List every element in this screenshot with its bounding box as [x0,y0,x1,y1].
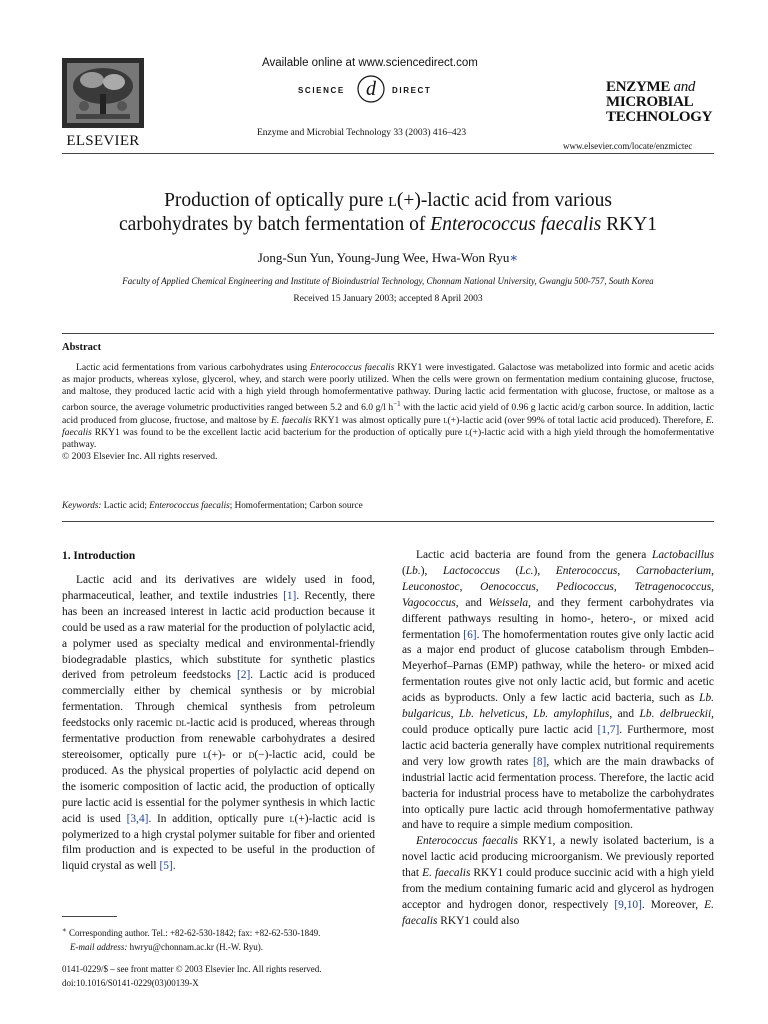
paragraph-text: RKY1, a newly isolated bacterium, is a novel lactic acid producing microorganism. We previously reported that [402,835,714,880]
article-title [62,189,714,237]
paragraph-text: ), [533,564,556,577]
paragraph-text: (−)-lactic acid, could be produced. As the physical properties of polylactic acid depend on the isomeric composition of lactic acid, the production of optically pure lactic acid is essential for the polymer synthesis in which lactic acid is used [62,748,375,825]
paragraph-text: ), [420,564,443,577]
journal-title-logo [606,80,712,125]
paragraph-text: , [613,580,635,593]
abstract-text-4: RKY1 was almost optically pure [311,414,444,426]
abstract-text-2: RKY1 were investigated. Galactose was metabolized into formic and acetic acids as major products, whereas xylose, glycerol, whey, and starch were poorly utilized. When the cells were grown on fermentation medium containing glucose, fructose, and maltose, they produced lactic acid with a high yield through homofermentative pathway. During lactic acid fermentation with glucose, fructose, or maltose as a carbon source, the average volumetric productivities ranged between 5.2 and 6.0 g/l h [62,362,714,414]
keyword-2: Enterococcus faecalis [149,500,230,510]
sciencedirect-at-glyph: d [366,78,376,100]
citation-link[interactable]: [3,4] [126,812,149,825]
author-list [62,250,714,266]
abstract-unit-exponent: −1 [393,400,401,409]
elsevier-tree-icon [62,58,144,128]
species-name: Tetragenococcus [634,580,712,593]
corresponding-author-link[interactable]: ∗ [509,250,519,265]
abstract-species-2: E. faecalis [271,414,312,426]
paragraph-text: -lactic acid is produced, whereas through fermentative production from renewable carbohydrates a desired stereoisomer, optically pure [62,717,375,761]
abstract-species-1: Enterococcus faecalis [309,362,395,373]
species-name: Lb. [405,564,421,577]
paragraph-text: , and they ferment carbohydrates via different pathways resulting in homo-, hetero-, or mixed acid fermentation [402,596,714,641]
isomer-prefix: dl [175,717,187,730]
available-online-line: Available online at www.sciencedirect.com [262,57,478,69]
species-name: Lb. amylophilus [533,708,610,721]
intro-paragraph-1 [62,573,375,875]
paragraph-text: Lactic acid and its derivatives are widely used in food, pharmaceutical, leather, and textile industries [62,574,375,602]
citation-link[interactable]: [9,10] [614,898,642,911]
isomer-prefix: l [202,748,208,761]
title-line2: carbohydrates by batch fermentation of [118,214,431,235]
elsevier-logo [62,58,144,149]
abstract-l-isomer-2: l [465,426,470,438]
footnote-contact: Corresponding author. Tel.: +82-62-530-1842; fax: +82-62-530-1849. [66,928,321,938]
paragraph-text: Lactic acid bacteria are found from the genera [416,549,652,561]
footnote-mark: ∗ [62,926,67,934]
species-name: Lb. helveticus [459,708,525,721]
copyright-notice: © 2003 Elsevier Inc. All rights reserved. [62,451,218,463]
paragraph-text: , [711,580,714,593]
species-name: Oenococcus [480,580,536,593]
right-column [402,548,714,930]
header-rule [62,153,714,154]
journal-title-and: and [673,79,696,95]
species-name: Enterococcus [555,564,618,577]
species-name: Weissela [488,596,529,609]
abstract-species-3: E. faecalis [62,414,714,438]
abstract-text-5: (+)-lactic acid (over 99% of total lactic acid produced). Therefore, [447,414,706,426]
footnote-rule [62,916,117,917]
keywords [62,500,714,510]
paragraph-text: , and [455,596,489,609]
species-name: Lb. delbrueckii [639,708,712,721]
species-name: E. faecalis [402,898,714,927]
paragraph-text: . Lactic acid is produced commercially either by chemical synthesis or by microbial fermentation. Through chemical synthesis from petroleum feedstocks only racemic [62,669,375,730]
email-label: E-mail address: [70,942,128,952]
species-name: Carnobacterium [635,564,712,577]
species-name: Lc. [519,564,534,577]
paragraph-text: , [711,564,714,577]
title-strain: RKY1 [601,214,658,235]
corresponding-author-footnote [62,923,375,954]
journal-citation: Enzyme and Microbial Technology 33 (2003) 416–423 [257,128,467,138]
abstract-text-6: RKY1 was found to be the excellent lactic acid bacterium for the production of optically pure [91,426,466,438]
species-name: Lb. bulgaricus [402,692,714,721]
paragraph-text: . [172,860,176,873]
keyword-3: ; Homofermentation; Carbon source [229,500,363,510]
citation-link[interactable]: [8] [533,755,547,768]
paragraph-text: . The homofermentation routes give only lactic acid as a major end product of glucose catabolism through Embden–Meyerhof–Parnas (EMP) pathway, while the hetero- or mixed acid fermentation routes give not only lactic acid, but formic and acetic acids as byproducts. Only a few lactic acid bacteria, such as [402,628,714,705]
received-dates: Received 15 January 2003; accepted 8 April 2003 [293,294,483,304]
citation-link[interactable]: [1] [283,589,297,602]
journal-title-line3: TECHNOLOGY [606,109,713,125]
journal-title-line2: MICROBIAL [606,94,694,110]
title-l-isomer: l [388,190,397,211]
doi: doi:10.1016/S0141-0229(03)00139-X [62,978,199,988]
intro-paragraph-2 [402,548,714,834]
paragraph-text: (+)- or [207,748,249,761]
paragraph-text: (+)-lactic acid is polymerized to a high crystal polymer suitable for fiber and oriented film production and is expected to be useful in the production of liquid crystal as well [62,812,375,873]
sciencedirect-logo-left: SCIENCE [298,86,345,95]
paragraph-text: . Recently, there has been an increased interest in lactic acid production because it could be used as a raw material for the production of polylactic acid, a polymer used as specialty medical and environmental-friendly biodegradable plastics, which substitute for synthetic plastics derived from petroleum feedstocks [62,589,375,682]
paragraph-text: RKY1 could produce succinic acid with a high yield from the medium containing fumaric acid and glycerol as hydrogen acceptor and hydrogen donor, respectively [402,867,714,911]
isomer-prefix: l [289,812,295,825]
issn-footer [62,962,322,990]
keywords-label: Keywords: [62,500,102,510]
email-address: hwryu@chonnam.ac.kr (H.-W. Ryu). [127,942,263,952]
abstract-heading: Abstract [62,342,102,353]
front-matter-notice: 0141-0229/$ – see front matter © 2003 Elsevier Inc. All rights reserved. [62,964,322,974]
paragraph-text: , [459,580,481,593]
authors-names: Jong-Sun Yun, Young-Jung Wee, Hwa-Won Ryu [257,250,510,265]
abstract-text-7: (+)-lactic acid with a high yield through the homofermentative pathway. [62,426,714,451]
paragraph-text: . In addition, optically pure [148,812,290,825]
paragraph-text: , could produce optically pure lactic acid [402,708,714,736]
paragraph-text: , which are the main drawbacks of industrial lactic acid fermentation process. Therefore, the lactic acid bacteria for industrial process have to metabolize the carbohydrates into optically pure lactic acid through homofermentative pathway and have to require a simple medium composition. [402,755,714,832]
section-heading-introduction: 1. Introduction [62,550,136,562]
abstract-body [62,362,714,463]
keyword-1: Lactic acid; [101,500,150,510]
sciencedirect-logo-right: DIRECT [392,86,432,95]
paragraph-text: . Furthermore, most lactic acid bacteria generally have complex nutritional requirements and very low growth rates [402,723,714,768]
species-name: Pediococcus [556,580,614,593]
abstract-text-1: Lactic acid fermentations from various carbohydrates using [76,362,310,373]
paragraph-text: , and [609,708,640,721]
paragraph-text: ( [402,564,406,577]
left-column [62,573,375,875]
title-part2: (+)-lactic acid from various [396,190,612,211]
paragraph-text: . Moreover, [641,898,705,911]
paragraph-text: ( [499,564,520,577]
title-part1: Production of optically pure [164,190,389,211]
species-name: Lactococcus [442,564,500,577]
abstract-bottom-rule [62,521,714,522]
title-species: Enterococcus faecalis [430,214,602,235]
citation-link[interactable]: [6] [463,628,477,641]
journal-website-link[interactable]: www.elsevier.com/locate/enzmictec [563,141,693,151]
species-name: Vagococcus [402,596,456,609]
species-name: Leuconostoc [402,580,460,593]
abstract-top-rule [62,333,714,334]
citation-link[interactable]: [2] [237,669,251,682]
species-name: Lactobacillus [651,549,714,561]
abstract-l-isomer-1: l [443,414,448,426]
species-name: Enterococcus faecalis [416,835,518,848]
affiliation: Faculty of Applied Chemical Engineering and Institute of Bioindustrial Technology, Chonnam National University, Gwangju 500-757, South Korea [122,276,654,286]
intro-paragraph-3 [402,834,714,929]
citation-link[interactable]: [5] [159,860,173,873]
abstract-text-3: with the lactic acid yield of 0.96 g lactic acid/g carbon source. In addition, lactic acid produced from glucose, fructose, and maltose by [62,402,714,426]
publisher-name: ELSEVIER [66,133,140,149]
sciencedirect-emblem-icon [356,74,386,109]
paragraph-text: , [450,708,460,721]
paragraph-text: , [617,564,636,577]
isomer-prefix: d [248,748,255,761]
paragraph-text: , [524,708,534,721]
paragraph-text: , [535,580,557,593]
species-name: E. faecalis [422,867,471,880]
journal-title-line1: ENZYME [606,79,671,95]
paragraph-text: RKY1 could also [437,914,520,927]
citation-link[interactable]: [1,7] [597,723,620,736]
